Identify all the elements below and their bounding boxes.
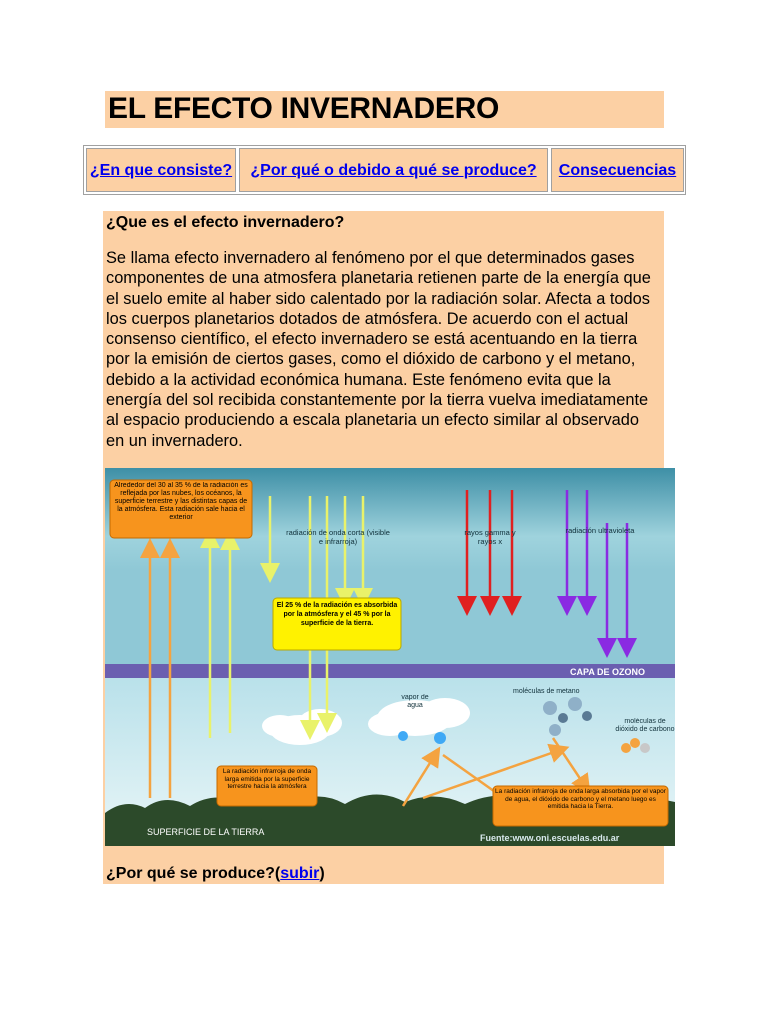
water-vapor-label: vapor de agua [401, 694, 429, 709]
reflected-radiation-text: Alrededor del 30 al 35 % de la radiación es reflejada por las nubes, los océanos, la superficie terrestre y las distintas capas de la atmósfera. Esta radiación sale hacia el exterior [114, 482, 248, 521]
section-heading-por-que [106, 864, 325, 883]
shortwave-label: radiación de onda corta (visible e infrarroja) [286, 528, 390, 546]
por-que-heading-close: ) [319, 865, 325, 882]
infrared-absorbed-text: La radiación infrarroja de onda larga absorbida por el vapor de agua, el dióxido de carbono y el metano luego es emitida hacia la Tierra. [495, 788, 666, 810]
nav-cell-consecuencias [551, 148, 684, 192]
definition-paragraph: Se llama efecto invernadero al fenómeno por el que determinados gases componentes de una atmosfera planetaria retienen parte de la energía que el suelo emite al haber sido calentado por la radiación solar. Afecta a todos los cuerpos planetarios dotados de atmósfera. De acuerdo con el actual consenso científico, el efecto invernadero se está acentuando en la tierra por la emisión de ciertos gases, como el dióxido de carbono y el metano, debido a la actividad económica humana. Este fenómeno evita que la energía del sol recibida constantemente por la tierra vuelva imediatamente al espacio produciendo a escala planetaria un efecto similar al observado en un invernadero. [106, 249, 651, 450]
uv-label: radiación ultravioleta [565, 526, 635, 535]
gamma-label: rayos gamma y rayos x [464, 528, 516, 546]
nav-link-consiste[interactable]: ¿En que consiste? [89, 161, 233, 179]
surface-label: SUPERFICIE DE LA TIERRA [147, 827, 265, 837]
nav-table [83, 145, 686, 195]
page-title: EL EFECTO INVERNADERO [108, 92, 499, 125]
co2-label: moléculas de dióxido de carbono [615, 718, 675, 733]
nav-cell-causa [239, 148, 548, 192]
infrared-emitted-text: La radiación infrarroja de onda larga emitida por la superficie terrestre hacia la atmósfera [222, 768, 312, 790]
section-heading-que-es: ¿Que es el efecto invernadero? [106, 214, 345, 231]
content-panel [103, 211, 675, 884]
methane-label: moléculas de metano [513, 688, 580, 695]
nav-cell-consiste [86, 148, 236, 192]
nav-link-consecuencias[interactable]: Consecuencias [558, 161, 677, 179]
title-bar [105, 91, 664, 128]
greenhouse-diagram [105, 468, 675, 846]
absorbed-radiation-text: El 25 % de la radiación es absorbida por la atmósfera y el 45 % por la superficie de la tierra. [276, 602, 398, 627]
subir-link[interactable]: subir [280, 865, 320, 882]
ozone-label: CAPA DE OZONO [570, 667, 646, 677]
source-credit: Fuente:www.oni.escuelas.edu.ar [480, 833, 620, 843]
nav-link-causa[interactable]: ¿Por qué o debido a qué se produce? [250, 161, 537, 179]
por-que-heading-text: ¿Por qué se produce?( [106, 865, 281, 882]
